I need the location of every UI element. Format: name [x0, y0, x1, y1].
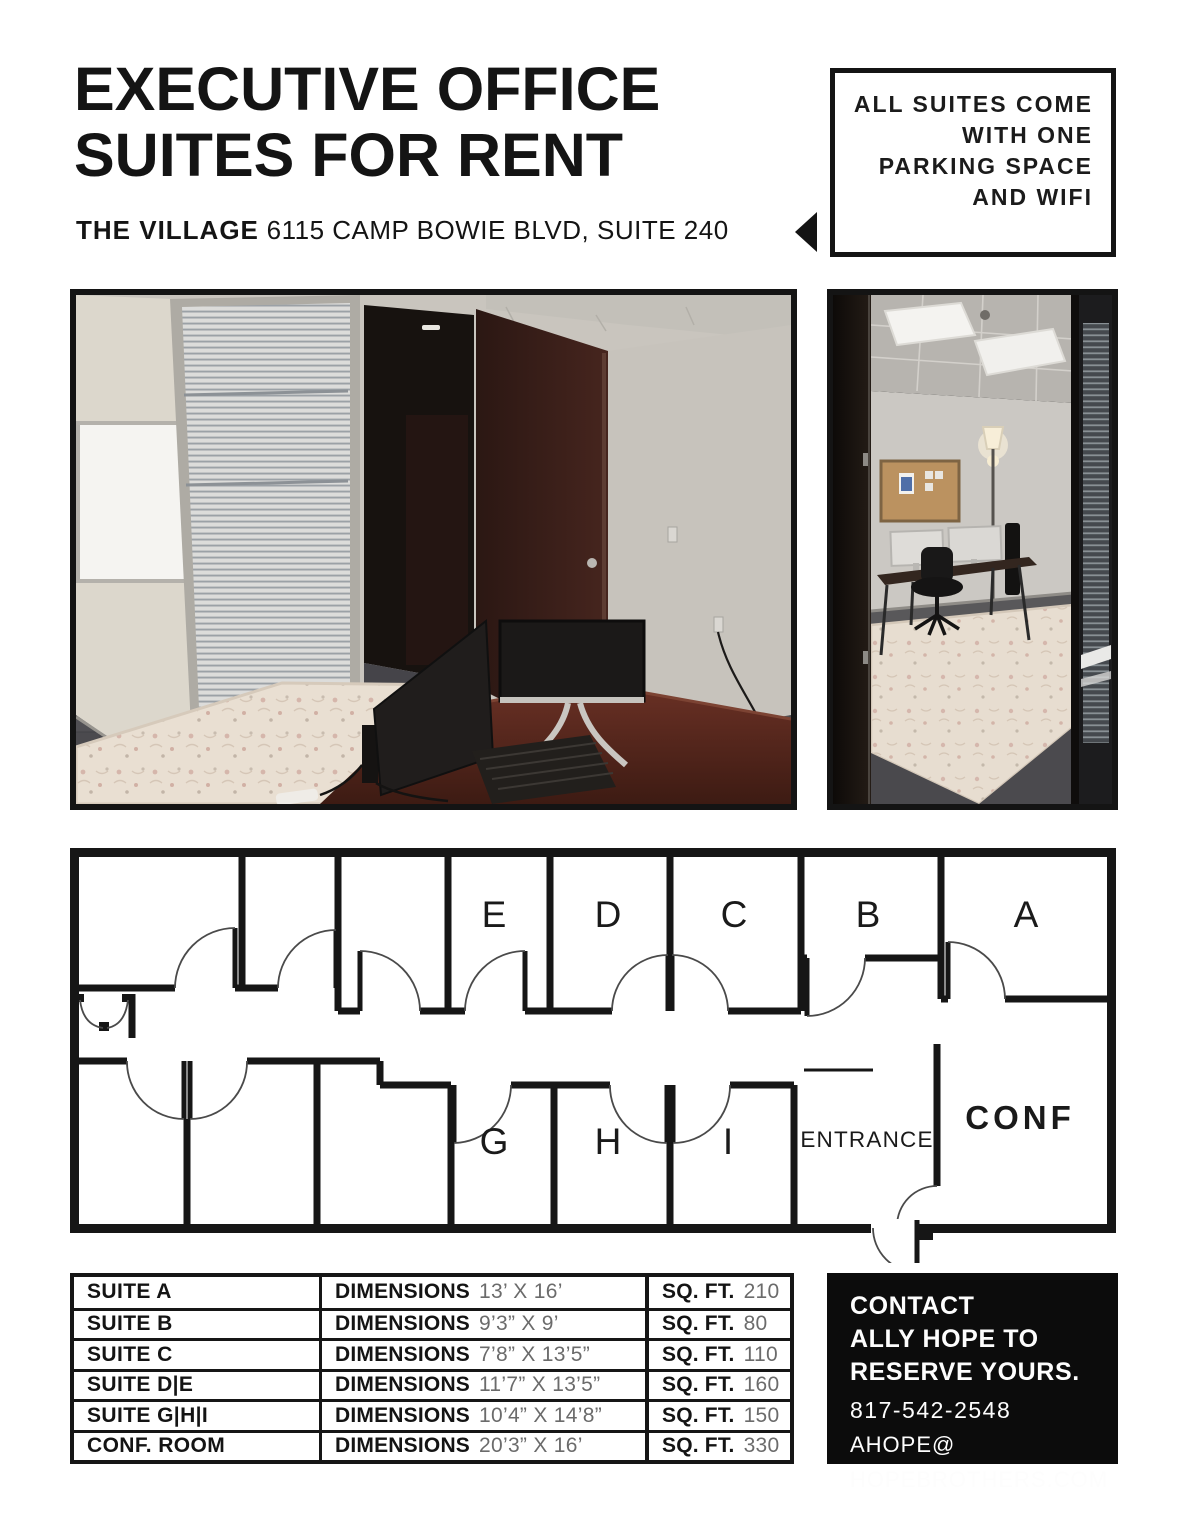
room-label-h: H [594, 1121, 622, 1162]
contact-heading-line: RESERVE YOURS. [850, 1358, 1080, 1386]
table-row-suite-name [74, 1430, 319, 1461]
table-row-sqft [645, 1399, 790, 1430]
room-label-d: D [594, 894, 622, 935]
dimensions-value: 10’4” X 14’8” [479, 1403, 602, 1427]
room-label-c: C [720, 894, 748, 935]
sqft-label: SQ. FT. [662, 1280, 735, 1304]
suite-name: SUITE A [87, 1280, 172, 1304]
dimensions-value: 20’3” X 16’ [479, 1434, 583, 1458]
sqft-value: 330 [743, 1434, 780, 1458]
dimensions-value: 9’3” X 9’ [479, 1312, 559, 1336]
left-arrow-icon [795, 212, 817, 252]
room-label-g: G [479, 1121, 509, 1162]
table-row-sqft [645, 1430, 790, 1461]
whiteboard [78, 423, 190, 581]
glass-frame [1071, 295, 1079, 804]
table-row-suite-name [74, 1277, 319, 1308]
suite-name: SUITE B [87, 1312, 173, 1336]
office-photo-doorway [827, 289, 1118, 810]
office-photo-desk-art [76, 295, 791, 804]
sqft-value: 110 [743, 1342, 778, 1366]
room-label-i: I [722, 1121, 734, 1162]
dimensions-label: DIMENSIONS [335, 1280, 471, 1304]
dimensions-label: DIMENSIONS [335, 1373, 471, 1397]
suite-name: SUITE G|H|I [87, 1403, 209, 1427]
table-row-dimensions [319, 1399, 645, 1430]
contact-box [827, 1273, 1118, 1492]
floor-plan [70, 848, 1116, 1263]
room-label-a: A [1013, 894, 1039, 935]
page-title-line2: SUITES FOR RENT [74, 121, 624, 189]
dimensions-value: 11’7” X 13’5” [479, 1373, 601, 1397]
table-row-suite-name [74, 1369, 319, 1400]
dimensions-value: 13’ X 16’ [479, 1280, 563, 1304]
amenities-box [830, 68, 1116, 257]
table-row-sqft [645, 1308, 790, 1339]
door-frame [833, 295, 871, 804]
sqft-label: SQ. FT. [662, 1312, 735, 1336]
table-row-suite-name [74, 1308, 319, 1339]
page-title [74, 56, 660, 188]
table-row-dimensions [319, 1277, 645, 1308]
sqft-value: 210 [743, 1280, 780, 1304]
suite-name: CONF. ROOM [87, 1434, 226, 1458]
office-photo-desk [70, 289, 797, 810]
room-label-e: E [481, 894, 507, 935]
table-row-dimensions [319, 1308, 645, 1339]
door-hinge [863, 453, 868, 466]
table-row-sqft [645, 1369, 790, 1400]
table-row-suite-name [74, 1338, 319, 1369]
contact-email-domain: HOPEBROTHERS.COM [850, 1467, 1109, 1492]
dimensions-label: DIMENSIONS [335, 1312, 471, 1336]
table-row-dimensions [319, 1369, 645, 1400]
dimensions-label: DIMENSIONS [335, 1403, 471, 1427]
dimensions-value: 7’8” X 13’5” [479, 1342, 591, 1366]
dimensions-label: DIMENSIONS [335, 1342, 471, 1366]
wall-outlet [714, 617, 723, 632]
drop-ceiling [871, 295, 1073, 403]
amenities-line: ALL SUITES COME [853, 91, 1093, 117]
floor-plan-drawing [70, 848, 1116, 1263]
office-photo-doorway-art [833, 295, 1112, 804]
contact-heading-line: ALLY HOPE TO [850, 1325, 1039, 1353]
table-row-sqft [645, 1338, 790, 1369]
suite-name: SUITE C [87, 1342, 173, 1366]
door-handle [587, 558, 597, 568]
contact-email-user: AHOPE@ [850, 1432, 956, 1457]
floor-plan-bg [70, 848, 1116, 1263]
sqft-value: 80 [743, 1312, 768, 1336]
sqft-label: SQ. FT. [662, 1434, 735, 1458]
contact-phone: 817-542-2548 [850, 1397, 1012, 1423]
sqft-value: 150 [743, 1403, 780, 1427]
pinned-note [901, 477, 912, 491]
suite-table [70, 1273, 794, 1464]
room-label-b: B [855, 894, 881, 935]
table-row-dimensions [319, 1338, 645, 1369]
door-hinge [863, 651, 868, 664]
amenities-line: WITH ONE [962, 122, 1093, 148]
sqft-label: SQ. FT. [662, 1403, 735, 1427]
entrance-label: ENTRANCE [800, 1127, 934, 1152]
amenities-line: PARKING SPACE [878, 153, 1093, 179]
property-name: THE VILLAGE [76, 215, 259, 245]
contact-heading-line: CONTACT [850, 1292, 975, 1320]
sqft-label: SQ. FT. [662, 1373, 735, 1397]
amenities-line: AND WIFI [972, 184, 1093, 210]
address-line [76, 215, 729, 246]
table-row-dimensions [319, 1430, 645, 1461]
ceiling-vent [980, 310, 990, 320]
property-address: 6115 CAMP BOWIE BLVD, SUITE 240 [266, 215, 729, 245]
cork-board [881, 461, 959, 521]
sqft-label: SQ. FT. [662, 1342, 735, 1366]
suite-name: SUITE D|E [87, 1373, 194, 1397]
table-row-suite-name [74, 1399, 319, 1430]
dimensions-label: DIMENSIONS [335, 1434, 471, 1458]
sqft-value: 160 [743, 1373, 780, 1397]
conference-room-label: CONF [965, 1099, 1075, 1136]
page-title-line1: EXECUTIVE OFFICE [74, 55, 661, 123]
table-row-sqft [645, 1277, 790, 1308]
